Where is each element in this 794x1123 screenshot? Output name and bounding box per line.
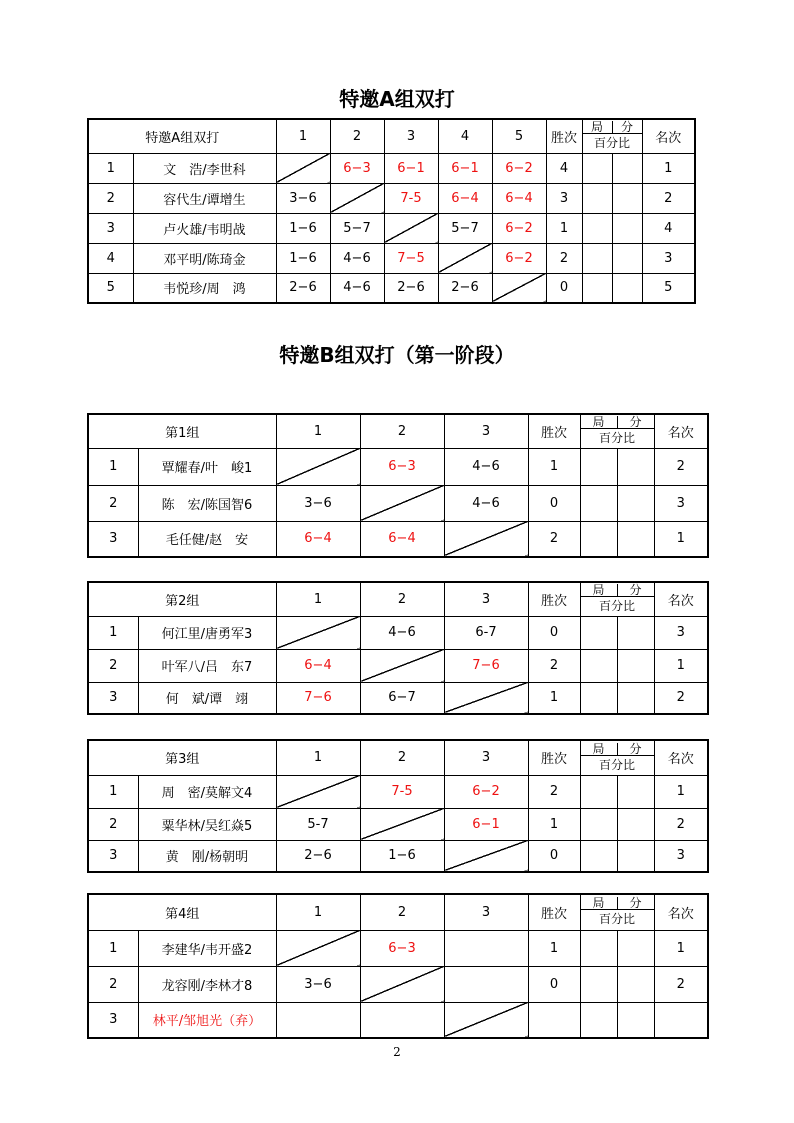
diagonal-cell bbox=[276, 448, 360, 485]
header-row bbox=[88, 119, 695, 153]
diagonal-cell bbox=[444, 1002, 528, 1038]
table-row bbox=[88, 966, 708, 1002]
row-number: 3 bbox=[88, 1002, 138, 1038]
table-row bbox=[88, 153, 695, 183]
wins-cell: 0 bbox=[528, 840, 580, 872]
diagonal-cell bbox=[444, 521, 528, 557]
rank-header: 名次 bbox=[654, 582, 708, 616]
ratio-header-cell bbox=[582, 119, 642, 153]
col-header: 3 bbox=[444, 414, 528, 448]
team-name: 毛任健/赵 安 bbox=[138, 521, 276, 557]
table-row bbox=[88, 682, 708, 714]
group-label: 第1组 bbox=[88, 414, 276, 448]
diagonal-cell bbox=[444, 840, 528, 872]
wins-cell: 1 bbox=[528, 682, 580, 714]
wins-header: 胜次 bbox=[528, 414, 580, 448]
wins-cell: 2 bbox=[528, 521, 580, 557]
table-row bbox=[88, 649, 708, 682]
col-header: 5 bbox=[492, 119, 546, 153]
score-cell: 6−4 bbox=[492, 183, 546, 213]
row-number: 2 bbox=[88, 485, 138, 521]
row-number: 2 bbox=[88, 808, 138, 840]
fen-label: 分 bbox=[629, 896, 642, 911]
row-number: 3 bbox=[88, 521, 138, 557]
score-cell: 4−6 bbox=[330, 273, 384, 303]
score-cell: 4−6 bbox=[330, 243, 384, 273]
ratio-label: 百分比 bbox=[599, 599, 636, 614]
col-header: 2 bbox=[360, 414, 444, 448]
fen-cell bbox=[617, 521, 654, 557]
row-number: 4 bbox=[88, 243, 133, 273]
fen-cell bbox=[617, 682, 654, 714]
row-number: 1 bbox=[88, 775, 138, 808]
score-cell bbox=[444, 930, 528, 966]
rank-cell: 3 bbox=[642, 243, 695, 273]
score-cell: 6−1 bbox=[444, 808, 528, 840]
fen-label: 分 bbox=[621, 120, 634, 135]
ju-cell bbox=[580, 448, 617, 485]
table-row bbox=[88, 840, 708, 872]
fen-label: 分 bbox=[629, 415, 642, 430]
rank-cell: 3 bbox=[654, 840, 708, 872]
diagonal-cell bbox=[360, 966, 444, 1002]
score-cell: 7-5 bbox=[360, 775, 444, 808]
col-header: 4 bbox=[438, 119, 492, 153]
score-cell: 4−6 bbox=[360, 616, 444, 649]
col-header: 1 bbox=[276, 894, 360, 930]
table-row bbox=[88, 273, 695, 303]
ju-label: 局 bbox=[581, 416, 618, 428]
fen-cell bbox=[617, 616, 654, 649]
rank-cell: 5 bbox=[642, 273, 695, 303]
ju-cell bbox=[580, 485, 617, 521]
team-name: 李建华/韦开盛2 bbox=[138, 930, 276, 966]
ratio-label: 百分比 bbox=[599, 431, 636, 446]
score-cell: 6−3 bbox=[360, 930, 444, 966]
score-cell: 5−7 bbox=[330, 213, 384, 243]
row-number: 1 bbox=[88, 448, 138, 485]
wins-cell: 1 bbox=[528, 448, 580, 485]
ju-label: 局 bbox=[581, 743, 618, 755]
fen-cell bbox=[617, 448, 654, 485]
rank-cell bbox=[654, 1002, 708, 1038]
rank-cell: 4 bbox=[642, 213, 695, 243]
ju-cell bbox=[580, 966, 617, 1002]
ju-cell bbox=[582, 183, 612, 213]
fen-cell bbox=[612, 243, 642, 273]
rank-header: 名次 bbox=[654, 740, 708, 775]
team-name: 何 斌/谭 翊 bbox=[138, 682, 276, 714]
rank-cell: 2 bbox=[654, 808, 708, 840]
fen-cell bbox=[617, 840, 654, 872]
ratio-header-cell bbox=[580, 582, 654, 616]
ju-cell bbox=[580, 1002, 617, 1038]
section-a-title: 特邀A组双打 bbox=[339, 87, 455, 111]
team-name: 容代生/谭增生 bbox=[133, 183, 276, 213]
team-name: 邓平明/陈琦金 bbox=[133, 243, 276, 273]
fen-cell bbox=[617, 930, 654, 966]
ju-cell bbox=[580, 808, 617, 840]
rank-header: 名次 bbox=[654, 414, 708, 448]
wins-cell: 3 bbox=[546, 183, 582, 213]
ju-cell bbox=[580, 521, 617, 557]
table-group-4 bbox=[87, 893, 709, 1039]
col-header: 3 bbox=[444, 894, 528, 930]
rank-cell: 2 bbox=[654, 448, 708, 485]
diagonal-cell bbox=[276, 775, 360, 808]
ratio-header-cell bbox=[580, 740, 654, 775]
ratio-label: 百分比 bbox=[599, 912, 636, 927]
ju-label: 局 bbox=[581, 584, 618, 596]
row-number: 1 bbox=[88, 153, 133, 183]
score-cell: 5−7 bbox=[438, 213, 492, 243]
fen-label: 分 bbox=[629, 583, 642, 598]
diagonal-cell bbox=[276, 930, 360, 966]
table-row bbox=[88, 243, 695, 273]
col-header: 2 bbox=[330, 119, 384, 153]
score-cell: 4−6 bbox=[444, 485, 528, 521]
score-cell: 6−1 bbox=[438, 153, 492, 183]
table-row bbox=[88, 213, 695, 243]
wins-header: 胜次 bbox=[528, 582, 580, 616]
score-cell: 6-7 bbox=[444, 616, 528, 649]
fen-cell bbox=[612, 183, 642, 213]
fen-label: 分 bbox=[629, 741, 642, 756]
table-row bbox=[88, 616, 708, 649]
fen-cell bbox=[617, 966, 654, 1002]
team-name: 周 密/莫解文4 bbox=[138, 775, 276, 808]
group-label: 第2组 bbox=[88, 582, 276, 616]
score-cell: 6−4 bbox=[360, 521, 444, 557]
ju-label: 局 bbox=[583, 121, 613, 133]
col-header: 3 bbox=[444, 740, 528, 775]
score-cell bbox=[276, 1002, 360, 1038]
rank-cell: 2 bbox=[654, 966, 708, 1002]
score-cell bbox=[444, 966, 528, 1002]
wins-cell: 2 bbox=[528, 775, 580, 808]
wins-cell: 2 bbox=[528, 649, 580, 682]
diagonal-cell bbox=[492, 273, 546, 303]
ju-cell bbox=[582, 273, 612, 303]
rank-cell: 1 bbox=[654, 521, 708, 557]
diagonal-cell bbox=[360, 808, 444, 840]
score-cell: 6−4 bbox=[276, 521, 360, 557]
table-row bbox=[88, 448, 708, 485]
rank-cell: 3 bbox=[654, 616, 708, 649]
ratio-header-cell bbox=[580, 894, 654, 930]
table-group-2 bbox=[87, 581, 709, 715]
wins-cell: 1 bbox=[528, 930, 580, 966]
page-number: 2 bbox=[393, 1045, 401, 1059]
table-section-a bbox=[87, 118, 696, 304]
table-group-1 bbox=[87, 413, 709, 558]
wins-cell: 0 bbox=[546, 273, 582, 303]
wins-cell: 2 bbox=[546, 243, 582, 273]
diagonal-cell bbox=[360, 485, 444, 521]
col-header: 1 bbox=[276, 414, 360, 448]
col-header: 1 bbox=[276, 582, 360, 616]
score-cell: 6−4 bbox=[276, 649, 360, 682]
team-name: 龙容刚/李林才8 bbox=[138, 966, 276, 1002]
score-cell: 4−6 bbox=[444, 448, 528, 485]
score-cell: 6−1 bbox=[384, 153, 438, 183]
rank-header: 名次 bbox=[654, 894, 708, 930]
wins-header: 胜次 bbox=[528, 894, 580, 930]
score-cell: 6−2 bbox=[492, 213, 546, 243]
score-cell: 1−6 bbox=[360, 840, 444, 872]
team-name: 叶军八/吕 东7 bbox=[138, 649, 276, 682]
score-cell: 2−6 bbox=[438, 273, 492, 303]
row-number: 3 bbox=[88, 840, 138, 872]
team-name: 覃耀春/叶 峻1 bbox=[138, 448, 276, 485]
col-header: 2 bbox=[360, 582, 444, 616]
col-header: 2 bbox=[360, 894, 444, 930]
score-cell: 5-7 bbox=[276, 808, 360, 840]
score-cell: 2−6 bbox=[276, 840, 360, 872]
team-name: 粟华林/吴红焱5 bbox=[138, 808, 276, 840]
header-row bbox=[88, 894, 708, 930]
col-header: 3 bbox=[444, 582, 528, 616]
table-row bbox=[88, 183, 695, 213]
score-cell: 6−2 bbox=[444, 775, 528, 808]
ju-cell bbox=[582, 153, 612, 183]
table-group-3 bbox=[87, 739, 709, 873]
diagonal-cell bbox=[438, 243, 492, 273]
ju-cell bbox=[582, 213, 612, 243]
score-cell bbox=[360, 1002, 444, 1038]
col-header: 2 bbox=[360, 740, 444, 775]
row-number: 3 bbox=[88, 213, 133, 243]
team-name: 林平/邹旭光（弃） bbox=[138, 1002, 276, 1038]
score-cell: 3−6 bbox=[276, 183, 330, 213]
score-cell: 7−6 bbox=[276, 682, 360, 714]
ju-cell bbox=[580, 840, 617, 872]
rank-header: 名次 bbox=[642, 119, 695, 153]
ju-cell bbox=[582, 243, 612, 273]
score-cell: 6−7 bbox=[360, 682, 444, 714]
rank-cell: 2 bbox=[642, 183, 695, 213]
diagonal-cell bbox=[276, 153, 330, 183]
diagonal-cell bbox=[384, 213, 438, 243]
team-name: 文 浩/李世科 bbox=[133, 153, 276, 183]
col-header: 1 bbox=[276, 119, 330, 153]
fen-cell bbox=[612, 153, 642, 183]
rank-cell: 1 bbox=[654, 775, 708, 808]
score-cell: 2−6 bbox=[276, 273, 330, 303]
wins-cell: 0 bbox=[528, 966, 580, 1002]
rank-cell: 3 bbox=[654, 485, 708, 521]
diagonal-cell bbox=[444, 682, 528, 714]
header-row bbox=[88, 414, 708, 448]
row-number: 1 bbox=[88, 616, 138, 649]
col-header: 1 bbox=[276, 740, 360, 775]
row-number: 2 bbox=[88, 966, 138, 1002]
fen-cell bbox=[617, 649, 654, 682]
rank-cell: 1 bbox=[654, 649, 708, 682]
fen-cell bbox=[617, 485, 654, 521]
ju-cell bbox=[580, 649, 617, 682]
ju-cell bbox=[580, 682, 617, 714]
ju-label: 局 bbox=[581, 897, 618, 909]
wins-cell: 1 bbox=[528, 808, 580, 840]
table-row bbox=[88, 808, 708, 840]
score-cell: 6−4 bbox=[438, 183, 492, 213]
score-cell: 2−6 bbox=[384, 273, 438, 303]
score-cell: 3−6 bbox=[276, 485, 360, 521]
ju-cell bbox=[580, 775, 617, 808]
score-cell: 6−3 bbox=[330, 153, 384, 183]
score-cell: 7-5 bbox=[384, 183, 438, 213]
table-row bbox=[88, 930, 708, 966]
team-name: 何江里/唐勇军3 bbox=[138, 616, 276, 649]
header-row bbox=[88, 740, 708, 775]
team-name: 陈 宏/陈国智6 bbox=[138, 485, 276, 521]
ratio-label: 百分比 bbox=[594, 136, 631, 151]
score-cell: 1−6 bbox=[276, 213, 330, 243]
table-row bbox=[88, 775, 708, 808]
row-number: 2 bbox=[88, 649, 138, 682]
score-cell: 6−3 bbox=[360, 448, 444, 485]
table-row bbox=[88, 1002, 708, 1038]
score-cell: 7−5 bbox=[384, 243, 438, 273]
diagonal-cell bbox=[330, 183, 384, 213]
group-label: 特邀A组双打 bbox=[88, 119, 276, 153]
diagonal-cell bbox=[276, 616, 360, 649]
row-number: 5 bbox=[88, 273, 133, 303]
group-label: 第3组 bbox=[88, 740, 276, 775]
ratio-label: 百分比 bbox=[599, 757, 636, 772]
row-number: 1 bbox=[88, 930, 138, 966]
team-name: 黄 刚/杨朝明 bbox=[138, 840, 276, 872]
ratio-header-cell bbox=[580, 414, 654, 448]
rank-cell: 1 bbox=[642, 153, 695, 183]
group-label: 第4组 bbox=[88, 894, 276, 930]
fen-cell bbox=[617, 775, 654, 808]
rank-cell: 1 bbox=[654, 930, 708, 966]
wins-cell: 4 bbox=[546, 153, 582, 183]
ju-cell bbox=[580, 616, 617, 649]
fen-cell bbox=[612, 273, 642, 303]
score-cell: 3−6 bbox=[276, 966, 360, 1002]
score-cell: 1−6 bbox=[276, 243, 330, 273]
wins-cell: 1 bbox=[546, 213, 582, 243]
wins-cell bbox=[528, 1002, 580, 1038]
score-cell: 6−2 bbox=[492, 243, 546, 273]
team-name: 韦悦珍/周 鸿 bbox=[133, 273, 276, 303]
fen-cell bbox=[612, 213, 642, 243]
section-b-title: 特邀B组双打（第一阶段） bbox=[279, 343, 515, 367]
col-header: 3 bbox=[384, 119, 438, 153]
team-name: 卢火雄/韦明战 bbox=[133, 213, 276, 243]
score-cell: 7−6 bbox=[444, 649, 528, 682]
row-number: 2 bbox=[88, 183, 133, 213]
rank-cell: 2 bbox=[654, 682, 708, 714]
wins-cell: 0 bbox=[528, 485, 580, 521]
fen-cell bbox=[617, 1002, 654, 1038]
table-row bbox=[88, 521, 708, 557]
fen-cell bbox=[617, 808, 654, 840]
wins-cell: 0 bbox=[528, 616, 580, 649]
table-row bbox=[88, 485, 708, 521]
score-cell: 6−2 bbox=[492, 153, 546, 183]
wins-header: 胜次 bbox=[528, 740, 580, 775]
header-row bbox=[88, 582, 708, 616]
diagonal-cell bbox=[360, 649, 444, 682]
ju-cell bbox=[580, 930, 617, 966]
row-number: 3 bbox=[88, 682, 138, 714]
wins-header: 胜次 bbox=[546, 119, 582, 153]
